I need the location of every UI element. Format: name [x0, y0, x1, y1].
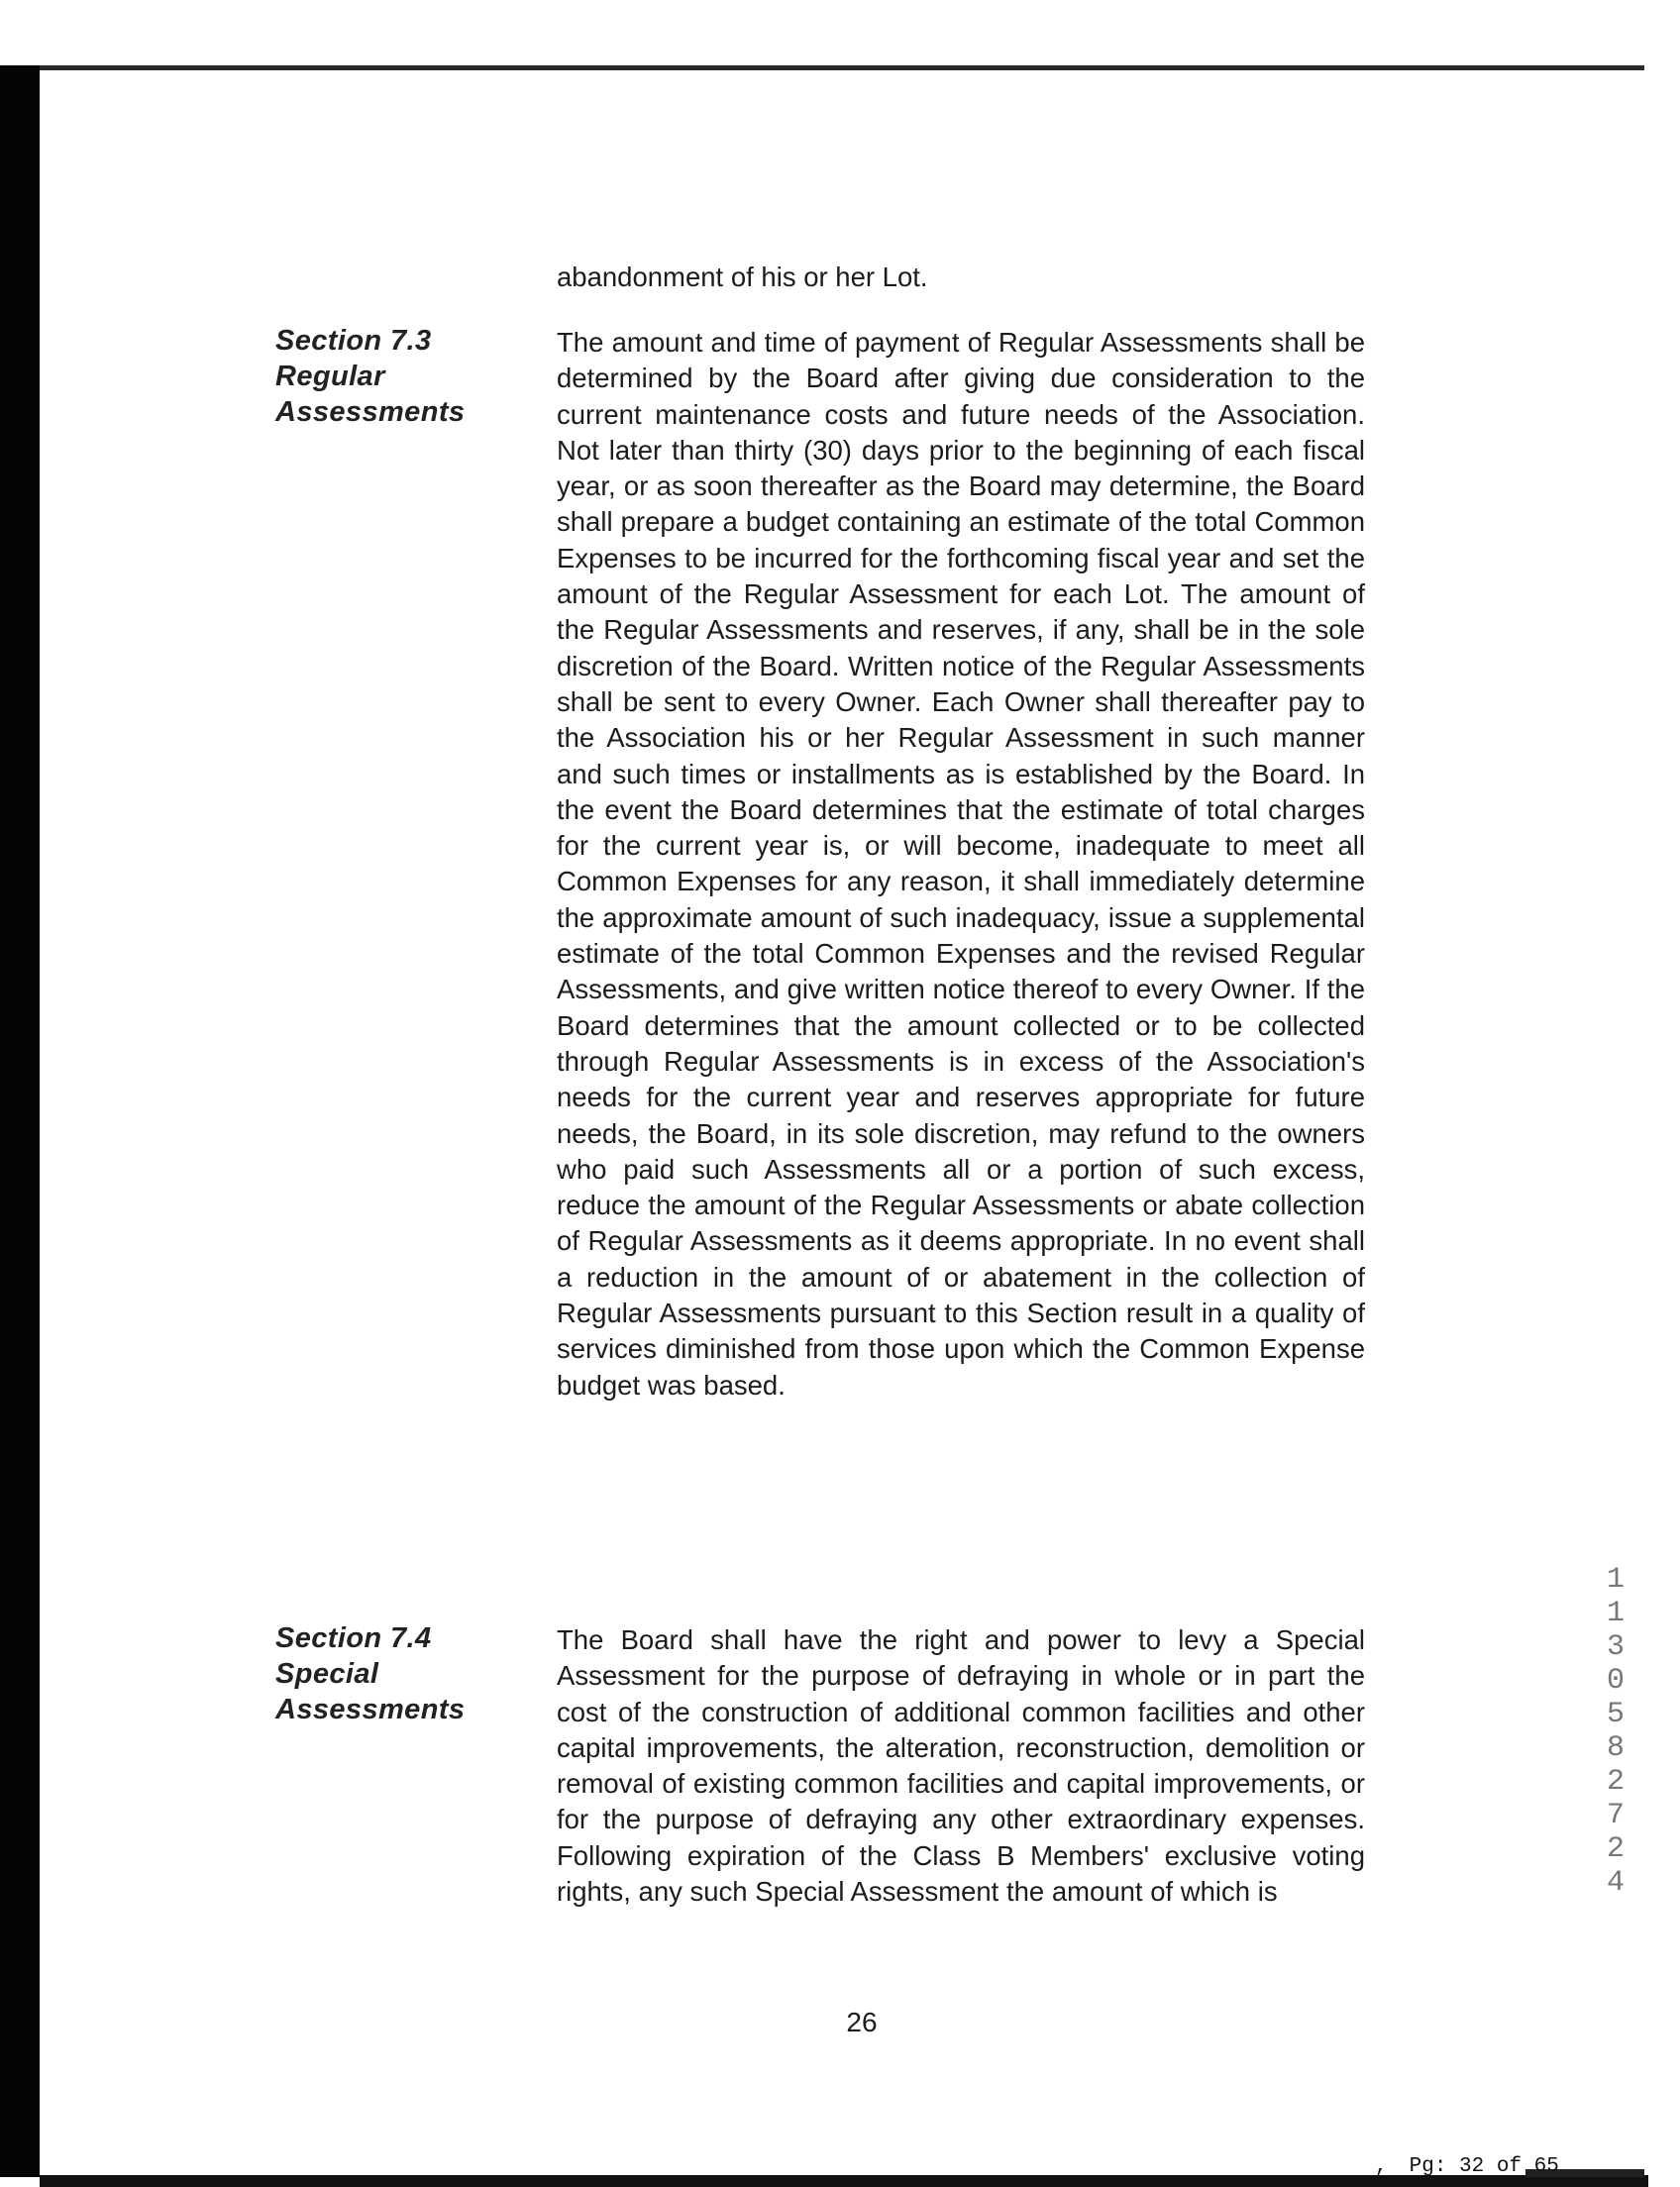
section-7-3-body: The amount and time of payment of Regular Assessments shall be determined by the Board after giving due consideration to the current maintenance costs and future needs of the Association. Not later than thirty (30) days prior to the beginning of each fiscal year, or as soon thereafter as the Board may determine, the Board shall prepare a budget containing an estimate of the total Common Expenses to be incurred for the forthcoming fiscal year and set the amount of the Regular Assessment for each Lot. The amount of the Regular Assessments and reserves, if any, shall be in the sole discretion of the Board. Written notice of the Regular Assessments shall be sent to every Owner. Each Owner shall thereafter pay to the Association his or her Regular Assessment in such manner and such times or installments as is established by the Board. In the event the Board determines that the estimate of total charges for the current year is, or will become, inadequate to meet all Common Expenses for any reason, it shall immediately determine the approximate amount of such inadequacy, issue a supplemental estimate of the total Common Expenses and the revised Regular Assessments, and give written notice thereof to every Owner. If the Board determines that the amount collected or to be collected through Regular Assessments is in excess of the Association's needs for the current year and reserves appropriate for future needs, the Board, in its sole discretion, may refund to the owners who paid such Assessments all or a portion of such excess, reduce the amount of the Regular Assessments or abate collection of Regular Assessments as it deems appropriate. In no event shall a reduction in the amount of or abatement in the collection of Regular Assessments pursuant to this Section result in a quality of services diminished from those upon which the Common Expense budget was based.	[557, 327, 1365, 1401]
recording-stamp-number: 1130582724	[1606, 1563, 1625, 1900]
section-7-3-title-line1: Regular	[275, 361, 385, 392]
section-7-3-title-line2: Assessments	[275, 396, 466, 428]
section-7-4-body: The Board shall have the right and power to levy a Special Assessment for the purpose of defraying in whole or in part the cost of the construction of additional common facilities and other capital improvements, the alteration, reconstruction, demolition or removal of existing common facilities and capital improvements, or for the purpose of defraying any other extraordinary expenses. Following expiration of the Class B Members' exclusive voting rights, any such Special Assessment the amount of which is	[557, 1624, 1365, 1908]
section-7-4-title-line1: Special	[275, 1658, 379, 1690]
section-7-3-label	[275, 323, 513, 430]
footer-pg-text: Pg: 32 of 65	[1409, 2155, 1559, 2178]
section-7-4-title-line2: Assessments	[275, 1694, 466, 1725]
page-number: 26	[846, 2007, 878, 2037]
section-7-4-number: Section 7.4	[275, 1622, 432, 1654]
scan-left-edge	[0, 65, 40, 2177]
footer-mark: ,	[1375, 2155, 1388, 2178]
section-7-3-number: Section 7.3	[275, 325, 432, 357]
scan-top-edge	[40, 65, 1644, 70]
footer-page-count	[1375, 2152, 1559, 2182]
section-7-4-label	[275, 1620, 513, 1727]
continuation-text: abandonment of his or her Lot.	[557, 261, 928, 292]
